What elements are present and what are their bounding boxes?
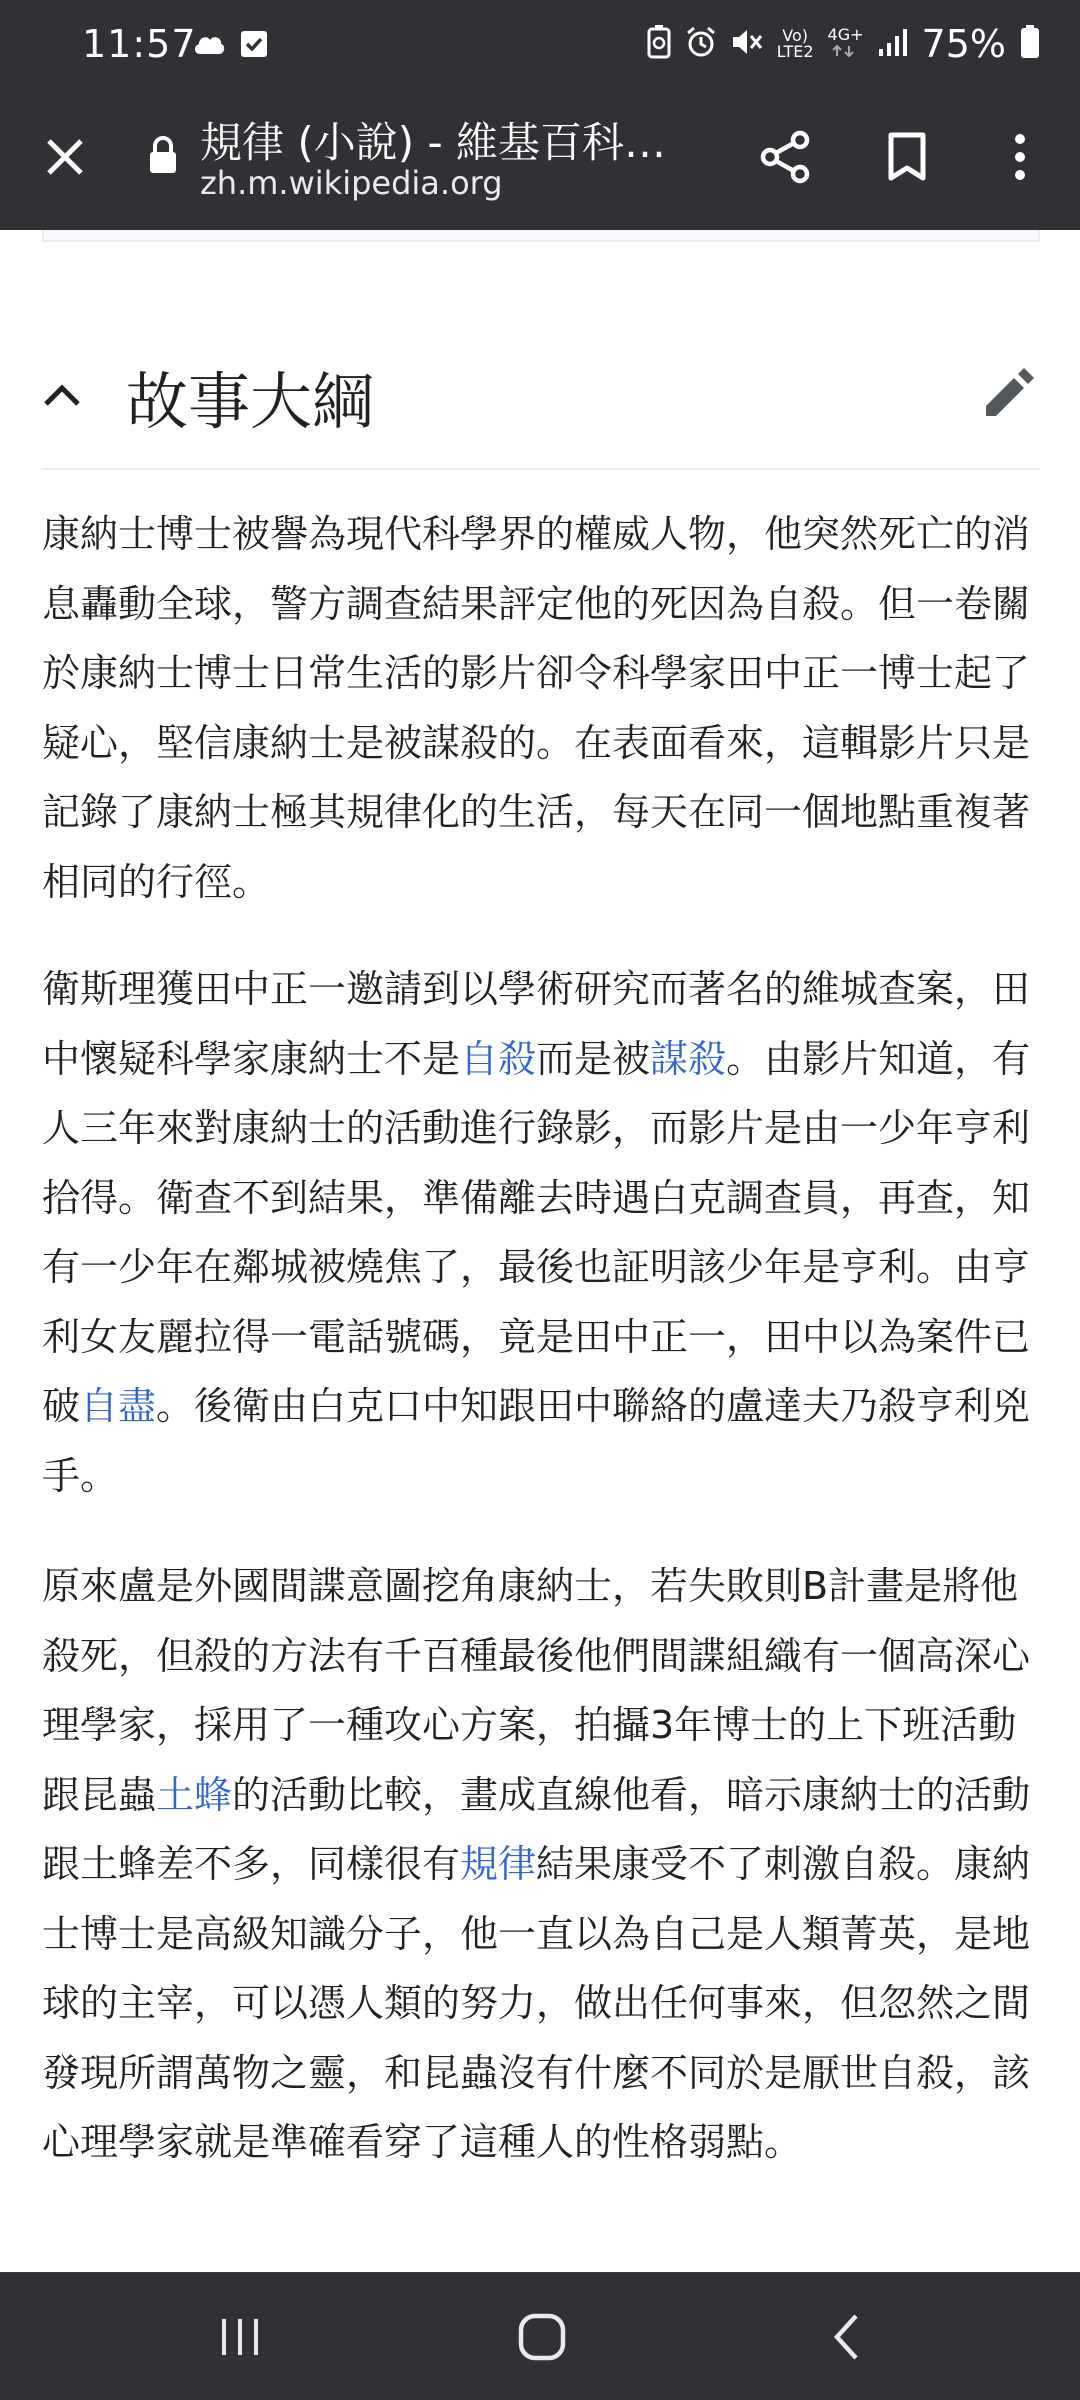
page-title[interactable]: 規律 (小說) - 維基百科… <box>200 118 666 167</box>
more-options-button[interactable] <box>985 122 1055 192</box>
alarm-icon <box>685 26 717 62</box>
previous-infobox-edge <box>42 230 1040 242</box>
link-regularity[interactable]: 規律 <box>460 1842 537 1886</box>
home-button[interactable] <box>502 2307 582 2367</box>
back-icon <box>831 2312 861 2362</box>
chevron-up-icon[interactable] <box>42 380 82 412</box>
recents-icon <box>218 2315 262 2359</box>
paragraph-3-text: 結果康受不了刺激自殺。康納士博士是高級知識分子，他一直以為自己是人類菁英，是地球的主宰，可以憑人類的努力，做出任何事來，但忽然之間發現所謂萬物之靈，和昆蟲沒有什麼不同於是厭世自殺，該心理學家就是準確看穿了這種人的性格弱點。 <box>42 1842 1031 2164</box>
mobile-data-tag: 4G+ <box>828 27 864 62</box>
more-vert-icon <box>1013 133 1027 181</box>
paragraph-2-text: 。後衛由白克口中知跟田中聯絡的盧達夫乃殺亨利兇手。 <box>42 1384 1031 1498</box>
section-header[interactable] <box>42 330 1040 470</box>
paragraph-2-text: 衛斯理獲田中正一邀請到以學術研究而著名的維城查案，田中懷疑科學家康納士不是 <box>42 967 1031 1081</box>
page-url[interactable]: zh.m.wikipedia.org <box>200 164 503 202</box>
bookmark-button[interactable] <box>872 122 942 192</box>
battery-saver-icon <box>647 25 671 63</box>
paragraph-3-text: 的活動比較，畫成直線他看，暗示康納士的活動跟土蜂差不多，同樣很有 <box>42 1772 1031 1886</box>
link-mud-wasp[interactable]: 土蜂 <box>156 1772 233 1817</box>
network-tag: Vo) LTE2 <box>776 26 814 61</box>
link-self-destruct[interactable]: 自盡 <box>80 1384 157 1428</box>
home-icon <box>517 2312 567 2362</box>
check-box-icon <box>240 30 268 62</box>
link-suicide[interactable]: 自殺 <box>460 1036 537 1081</box>
system-navigation-bar <box>0 2272 1080 2400</box>
paragraph-3 <box>42 1552 1040 2178</box>
battery-icon <box>1020 25 1040 63</box>
status-bar <box>0 0 1080 100</box>
cloud-icon <box>192 30 226 62</box>
share-icon <box>759 130 811 184</box>
signal-icon <box>878 27 908 61</box>
recents-button[interactable] <box>200 2307 280 2367</box>
status-time: 11:57 <box>82 22 197 66</box>
close-icon <box>45 137 85 177</box>
paragraph-2-text: 。由影片知道，有人三年來對康納士的活動進行錄影，而影片是由一少年亨利拾得。衛查不到結果，準備離去時遇白克調查員，再查，知有一少年在鄰城被燒焦了，最後也証明該少年是亨利。由亨利女友麗拉得一電話號碼，竟是田中正一，田中以為案件已破 <box>42 1036 1031 1428</box>
paragraph-2-text: 而是被 <box>536 1036 651 1081</box>
paragraph-2 <box>42 955 1040 1511</box>
link-murder[interactable]: 謀殺 <box>650 1036 727 1081</box>
paragraph-3-text: 原來盧是外國間諜意圖挖角康納士，若失敗則B計畫是將他殺死，但殺的方法有千百種最後他們間諜組織有一個高深心理學家，採用了一種攻心方案，拍攝3年博士的上下班活動跟昆蟲 <box>42 1564 1031 1817</box>
paragraph-1: 康納士博士被譽為現代科學界的權威人物，他突然死亡的消息轟動全球，警方調查結果評定他的死因為自殺。但一卷關於康納士博士日常生活的影片卻令科學家田中正一博士起了疑心，堅信康納士是被謀殺的。在表面看來，這輯影片只是記錄了康納士極其規律化的生活，每天在同一個地點重複著相同的行徑。 <box>42 512 1031 904</box>
article-content[interactable] <box>0 230 1080 2272</box>
back-button[interactable] <box>806 2307 886 2367</box>
share-button[interactable] <box>750 122 820 192</box>
browser-chrome <box>0 0 1080 230</box>
edit-pencil-icon[interactable] <box>980 366 1040 426</box>
browser-url-bar <box>0 100 1080 230</box>
close-button[interactable] <box>30 122 100 192</box>
mute-icon <box>731 27 763 61</box>
lock-icon <box>148 136 178 178</box>
bookmark-icon <box>887 132 927 182</box>
section-title: 故事大綱 <box>126 365 375 438</box>
battery-percent: 75% <box>921 22 1006 66</box>
